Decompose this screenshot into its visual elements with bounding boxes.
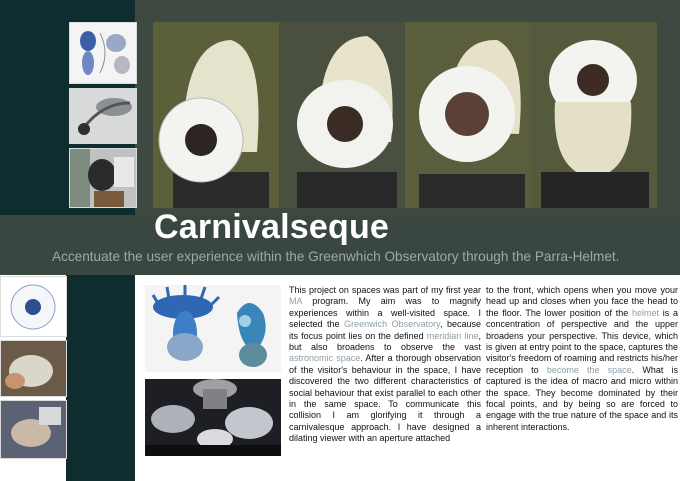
thumbnail-model <box>0 400 67 459</box>
hero-photo-strip <box>153 22 657 208</box>
highlighted-term: MA <box>289 296 303 307</box>
sketches-image <box>70 23 136 83</box>
thumbnail-workshop <box>69 148 137 208</box>
model-image <box>1 401 66 458</box>
hero-photo-1 <box>153 22 279 208</box>
thumbnail-hands <box>0 340 67 397</box>
aperture-image <box>1 277 66 336</box>
hero-photo-4 <box>531 22 657 208</box>
hands-image <box>1 341 66 396</box>
thumbnail-sketches <box>69 22 137 84</box>
highlighted-term: astronomic space <box>289 353 361 364</box>
body-text-run: . What is captured is the idea of macro and micro within the space. They become dominated by their focal points, and by being so are forced to engage with the true nature of the space and its inherent interactions. <box>486 364 679 432</box>
page-title: Carnivalseque <box>154 208 390 246</box>
highlighted-term: become the space <box>546 364 632 375</box>
thumbnail-aperture <box>0 276 67 337</box>
installation-image <box>70 89 136 143</box>
body-text-run: , because its focus point lies on the defined <box>289 319 481 341</box>
body-text-column-2 <box>486 285 678 433</box>
body-text-run: is a concentration of perspective and the upper broadens your perspective. This device, which is given at entry point to the space, captures the visitor's freedom of roaming and restricts his/her reception to <box>486 307 678 375</box>
thumbnail-installation <box>69 88 137 144</box>
workshop-image <box>70 149 136 207</box>
body-text-column-1 <box>289 285 481 445</box>
helmet-sketch-image <box>145 285 281 372</box>
page-subtitle: Accentuate the user experience within the Greenwhich Observatory through the Parra-Helmet. <box>52 249 620 264</box>
body-text-run: program. My aim was to magnify experiences within a well-visited space. I selected the <box>289 296 481 330</box>
body-text-run: . After a thorough observation of the visitor's behaviour in the space, I have discovered the two different characteristics of social behaviour that exist parallel to each other in the same space. To communicate this collision I am glorifying it through a carnivalesque approach. I have designed a dilating viewer with an aperture attached <box>289 353 481 444</box>
hero-photo-2 <box>279 22 405 208</box>
highlighted-term: Greenwich Observatory <box>344 319 440 330</box>
hero-photo-3 <box>405 22 531 208</box>
observatory-photo <box>145 379 281 456</box>
body-text-run: to the front, which opens when you move your head up and closes when you face the head to the floor. The lower position of the <box>486 285 678 318</box>
content-panel <box>135 275 680 481</box>
highlighted-term: helmet <box>632 307 660 318</box>
body-text-run: , but also broadens to observe the vast <box>289 330 481 353</box>
highlighted-term: meridian line <box>426 330 479 341</box>
body-text-run: This project on spaces was part of my first year <box>289 285 481 295</box>
